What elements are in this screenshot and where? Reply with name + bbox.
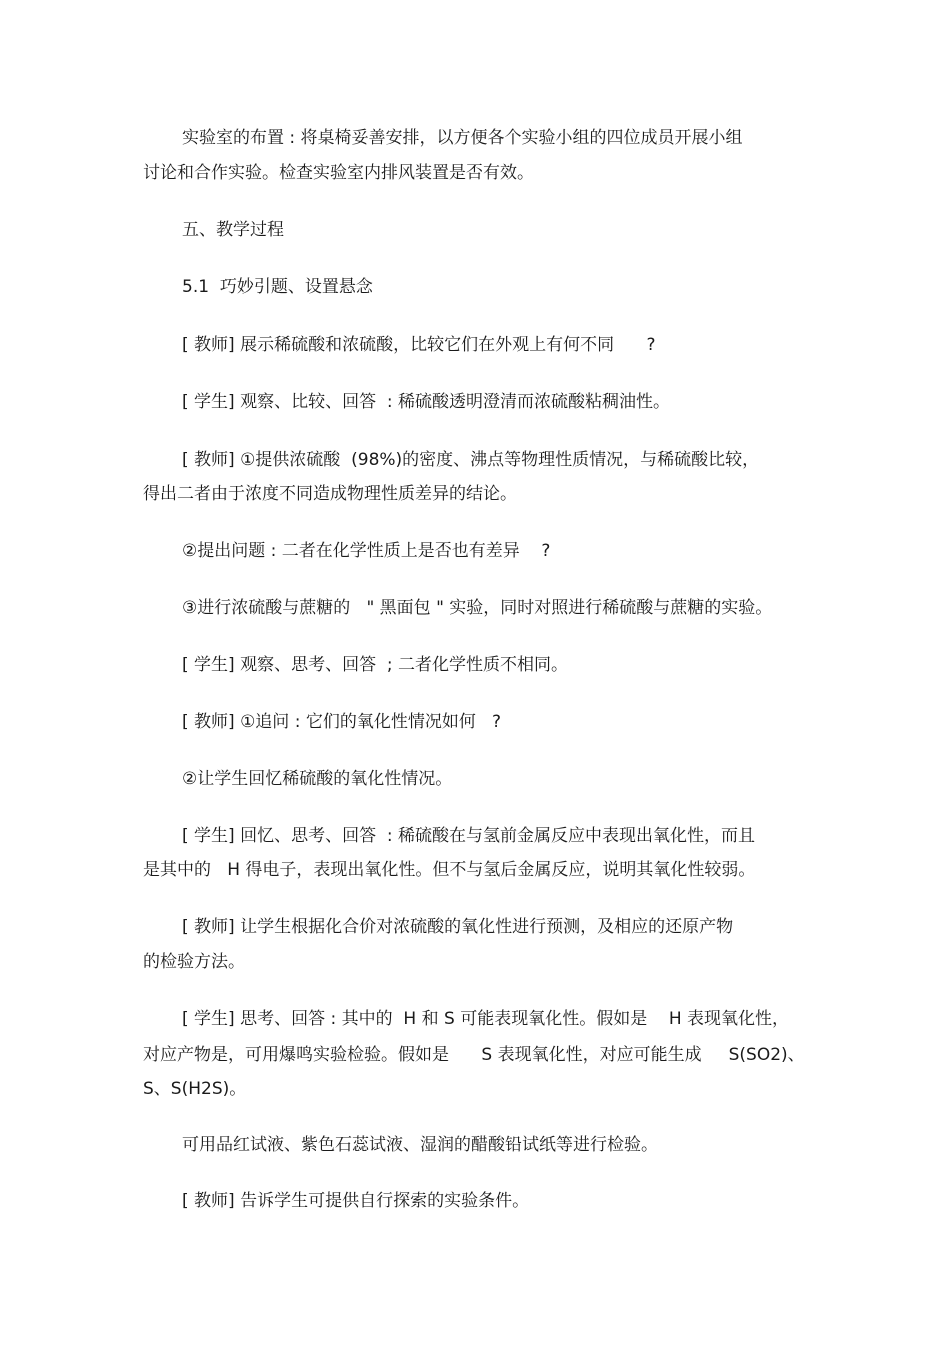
paragraph-line: [ 学生] 思考、回答 : 其中的 H 和 S 可能表现氧化性。假如是 H 表现氧化性， [182,1009,790,1029]
paragraph-line: [ 学生] 观察、思考、回答 ; 二者化学性质不相同。 [182,655,569,675]
paragraph-line: [ 教师] ①提供浓硫酸 (98%)的密度、沸点等物理性质情况，与稀硫酸比较， [182,450,760,470]
paragraph-line: 可用品红试液、紫色石蕊试液、湿润的醋酸铅试纸等进行检验。 [182,1135,658,1155]
paragraph-line: ②提出问题 : 二者在化学性质上是否也有差异 ? [182,541,551,561]
paragraph-line: S、S(H2S)。 [143,1079,247,1099]
paragraph-line: ③进行浓硫酸与蔗糖的 " 黑面包 " 实验，同时对照进行稀硫酸与蔗糖的实验。 [182,598,773,618]
paragraph-line: [ 学生] 观察、比较、回答 : 稀硫酸透明澄清而浓硫酸粘稠油性。 [182,392,671,412]
paragraph-line: ②让学生回忆稀硫酸的氧化性情况。 [182,769,453,789]
paragraph-line: [ 教师] 告诉学生可提供自行探索的实验条件。 [182,1191,530,1211]
paragraph-line: 实验室的布置 : 将桌椅妥善安排，以方便各个实验小组的四位成员开展小组 [182,128,743,148]
paragraph-line: [ 教师] 让学生根据化合价对浓硫酸的氧化性进行预测，及相应的还原产物 [182,917,734,937]
paragraph-line: [ 学生] 回忆、思考、回答 : 稀硫酸在与氢前金属反应中表现出氧化性，而且 [182,826,756,846]
section-heading: 五、教学过程 [182,220,284,240]
paragraph-line: [ 教师] 展示稀硫酸和浓硫酸，比较它们在外观上有何不同 ? [182,335,656,355]
paragraph-line: 讨论和合作实验。检查实验室内排风装置是否有效。 [143,163,534,183]
subsection-heading: 5.1 巧妙引题、设置悬念 [182,277,373,297]
paragraph-line: 是其中的 H 得电子，表现出氧化性。但不与氢后金属反应，说明其氧化性较弱。 [143,860,756,880]
paragraph-line: 的检验方法。 [143,952,245,972]
paragraph-line: 对应产物是，可用爆鸣实验检验。假如是 S 表现氧化性，对应可能生成 S(SO2)、 [143,1045,805,1065]
paragraph-line: 得出二者由于浓度不同造成物理性质差异的结论。 [143,484,517,504]
paragraph-line: [ 教师] ①追问 : 它们的氧化性情况如何 ? [182,712,502,732]
